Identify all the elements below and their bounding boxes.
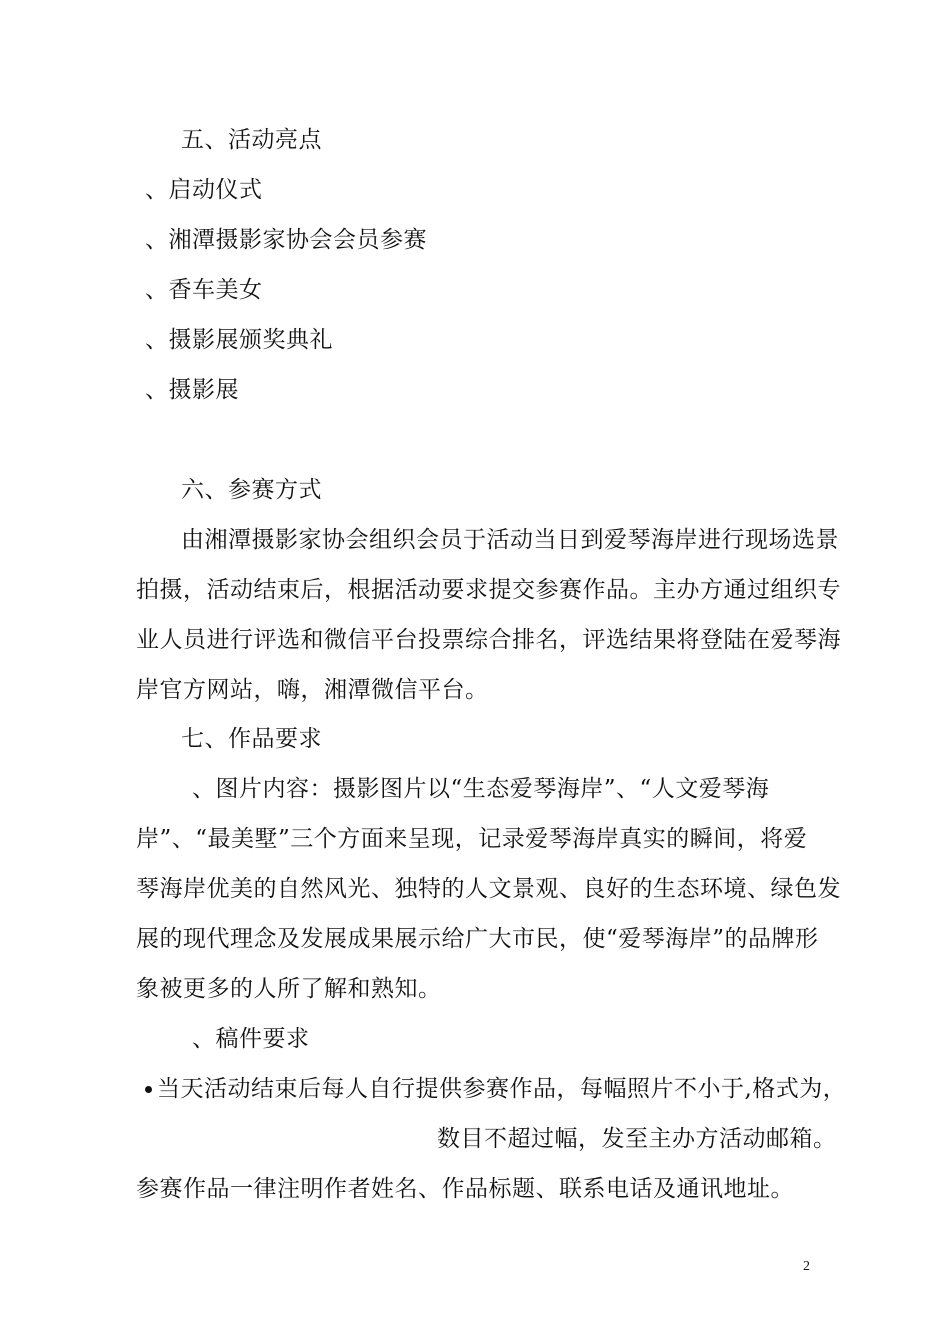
submission-heading: 、稿件要求: [192, 1026, 310, 1052]
submission-final-line: 参赛作品一律注明作者姓名、作品标题、联系电话及通讯地址。: [136, 1176, 794, 1202]
section-5-heading: 五、活动亮点: [181, 127, 322, 153]
highlight-item-3: 、香车美女: [145, 277, 263, 303]
section-6-heading: 六、参赛方式: [181, 477, 322, 503]
submission-bullet-text: 当天活动结束后每人自行提供参赛作品，每幅照片不小于,格式为，: [157, 1076, 847, 1102]
submission-continuation: 数目不超过幅，发至主办方活动邮箱。: [437, 1126, 837, 1152]
section-6-line-2: 拍摄，活动结束后，根据活动要求提交参赛作品。主办方通过组织专: [136, 577, 841, 603]
section-7-heading: 七、作品要求: [181, 726, 322, 752]
highlight-item-4: 、摄影展颁奖典礼: [145, 327, 333, 353]
page-number: 2: [803, 1259, 810, 1274]
section-6-line-3: 业人员进行评选和微信平台投票综合排名，评选结果将登陆在爱琴海: [136, 627, 841, 653]
content-line-5: 象被更多的人所了解和熟知。: [136, 976, 442, 1002]
content-line-2: 岸”、“最美墅”三个方面来呈现，记录爱琴海岸真实的瞬间，将爱: [136, 826, 808, 852]
content-line-4: 展的现代理念及发展成果展示给广大市民，使“爱琴海岸”的品牌形: [136, 926, 819, 952]
section-6-line-4: 岸官方网站，嗨，湘潭微信平台。: [136, 677, 489, 703]
highlight-item-5: 、摄影展: [145, 377, 239, 403]
highlight-item-1: 、启动仪式: [145, 177, 263, 203]
bullet-icon: [145, 1086, 152, 1093]
section-6-line-1: 由湘潭摄影家协会组织会员于活动当日到爱琴海岸进行现场选景: [181, 527, 839, 553]
highlight-item-2: 、湘潭摄影家协会会员参赛: [145, 227, 427, 253]
content-line-3: 琴海岸优美的自然风光、独特的人文景观、良好的生态环境、绿色发: [136, 876, 841, 902]
content-line-1: 、图片内容：摄影图片以“生态爱琴海岸”、“人文爱琴海: [192, 776, 770, 802]
submission-bullet: [145, 1073, 846, 1105]
